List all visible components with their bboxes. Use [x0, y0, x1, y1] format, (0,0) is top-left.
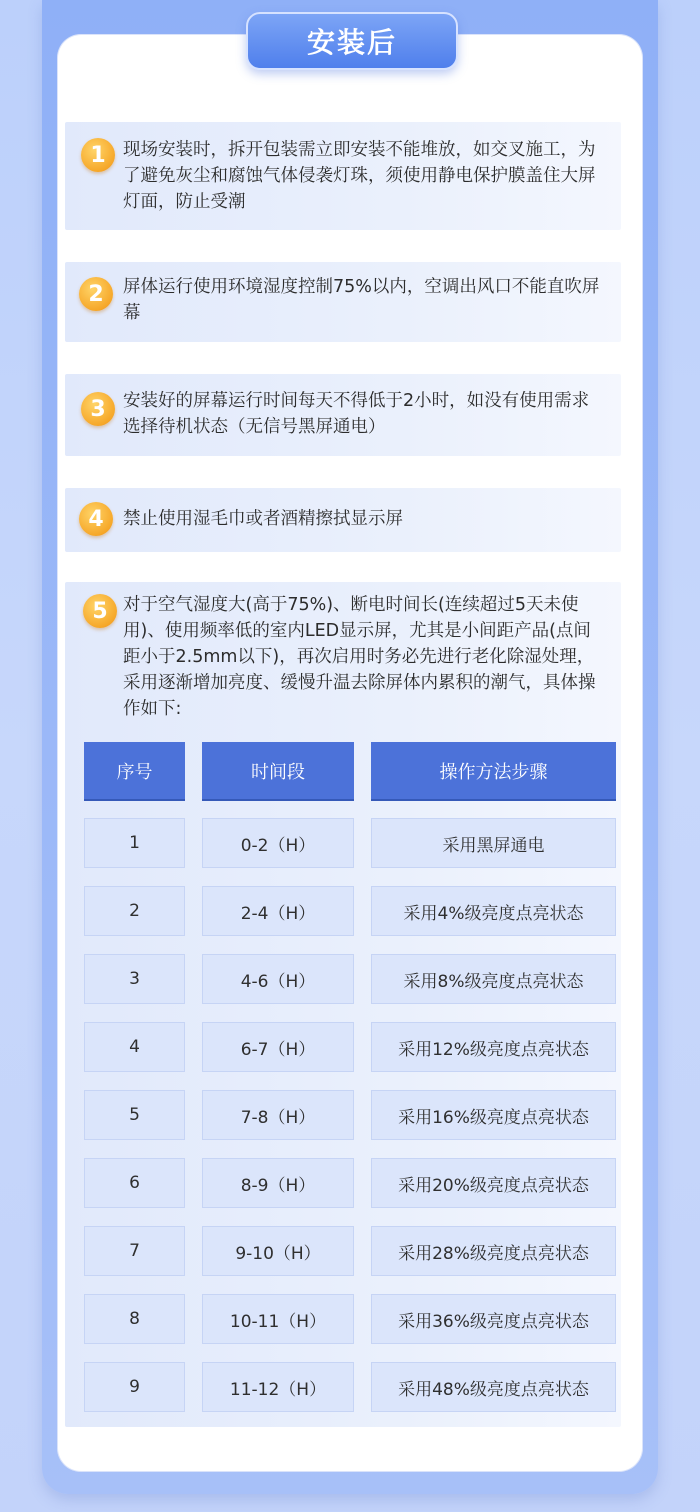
table-cell: 5 — [84, 1090, 185, 1140]
table-cell: 采用12%级亮度点亮状态 — [371, 1022, 616, 1072]
table-header-period: 时间段 — [202, 742, 354, 799]
note-item — [65, 262, 621, 342]
table-cell: 采用黑屏通电 — [371, 818, 616, 868]
table-cell: 8 — [84, 1294, 185, 1344]
table-header-seq: 序号 — [84, 742, 185, 799]
table-cell: 8-9（H） — [202, 1158, 354, 1208]
page-title: 安装后 — [246, 12, 458, 70]
table-cell: 1 — [84, 818, 185, 868]
note-item — [65, 374, 621, 456]
number-badge: 5 — [83, 594, 117, 628]
table-cell: 9-10（H） — [202, 1226, 354, 1276]
note-text: 对于空气湿度大(高于75%)、断电时间长(连续超过5天未使用)、使用频率低的室内LED显示屏，尤其是小间距产品(点间距小于2.5mm以下)，再次启用时务必先进行老化除湿处理，采用逐渐增加亮度、缓慢升温去除屏体内累积的潮气，具体操作如下: — [123, 595, 596, 719]
table-cell: 9 — [84, 1362, 185, 1412]
note-text: 禁止使用湿毛巾或者酒精擦拭显示屏 — [123, 509, 403, 529]
table-cell: 7-8（H） — [202, 1090, 354, 1140]
table-cell: 采用28%级亮度点亮状态 — [371, 1226, 616, 1276]
table-cell: 采用4%级亮度点亮状态 — [371, 886, 616, 936]
note-text: 现场安装时，拆开包装需立即安装不能堆放，如交叉施工，为了避免灰尘和腐蚀气体侵袭灯珠，须使用静电保护膜盖住大屏灯面，防止受潮 — [123, 140, 596, 212]
table-cell: 6 — [84, 1158, 185, 1208]
table-cell: 采用16%级亮度点亮状态 — [371, 1090, 616, 1140]
table-cell: 3 — [84, 954, 185, 1004]
table-cell: 2-4（H） — [202, 886, 354, 936]
note-item — [65, 122, 621, 230]
table-cell: 10-11（H） — [202, 1294, 354, 1344]
note-text: 屏体运行使用环境湿度控制75%以内，空调出风口不能直吹屏幕 — [123, 277, 600, 323]
table-cell: 采用8%级亮度点亮状态 — [371, 954, 616, 1004]
table-cell: 采用20%级亮度点亮状态 — [371, 1158, 616, 1208]
table-cell: 0-2（H） — [202, 818, 354, 868]
table-cell: 4-6（H） — [202, 954, 354, 1004]
table-cell: 采用48%级亮度点亮状态 — [371, 1362, 616, 1412]
table-cell: 4 — [84, 1022, 185, 1072]
table-cell: 采用36%级亮度点亮状态 — [371, 1294, 616, 1344]
number-badge: 3 — [81, 392, 115, 426]
table-header-method: 操作方法步骤 — [371, 742, 616, 799]
table-cell: 7 — [84, 1226, 185, 1276]
note-text: 安装好的屏幕运行时间每天不得低于2小时，如没有使用需求选择待机状态（无信号黑屏通电） — [123, 391, 590, 437]
number-badge: 1 — [81, 138, 115, 172]
table-cell: 11-12（H） — [202, 1362, 354, 1412]
number-badge: 2 — [79, 277, 113, 311]
number-badge: 4 — [79, 502, 113, 536]
table-cell: 6-7（H） — [202, 1022, 354, 1072]
table-cell: 2 — [84, 886, 185, 936]
note-item — [65, 488, 621, 552]
